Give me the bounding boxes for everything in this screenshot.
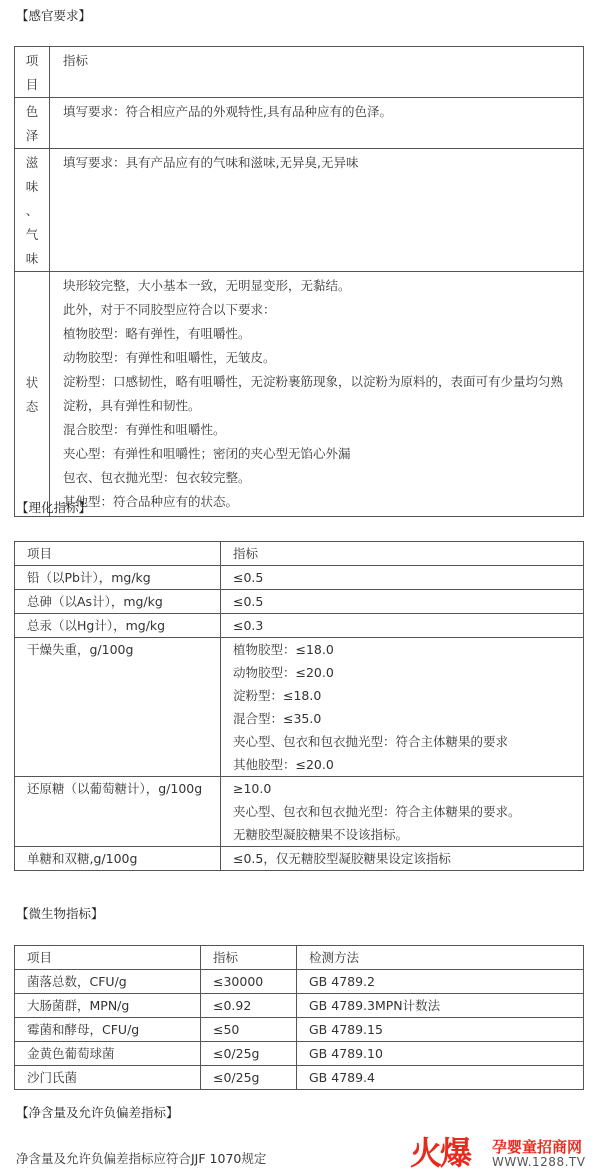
watermark-logo (410, 1132, 600, 1174)
row-method: GB 4789.2 (297, 970, 584, 994)
row-line: 夹心型、包衣和包衣抛光型：符合主体糖果的要求 (233, 734, 509, 749)
row-indicator: ≤0.92 (201, 994, 297, 1018)
table-row (15, 638, 584, 777)
row-item: 还原糖（以葡萄糖计），g/100g (15, 777, 221, 847)
header-indicator: 指标 (50, 47, 584, 98)
watermark-url: WWW.1288.TV (492, 1155, 586, 1169)
sensory-heading: 【感官要求】 (16, 8, 92, 23)
table-row (15, 847, 584, 871)
sensory-table (14, 46, 584, 517)
row-line: 填写要求：符合相应产品的外观特性,具有品种应有的色泽。 (63, 104, 392, 119)
table-row (15, 614, 584, 638)
row-method: GB 4789.4 (297, 1066, 584, 1090)
row-item (15, 272, 50, 517)
row-line: 块形较完整，大小基本一致，无明显变形，无黏结。 (63, 278, 351, 293)
row-indicator: ≤0.5 (221, 566, 584, 590)
table-row (15, 994, 584, 1018)
table-row (15, 777, 584, 847)
row-item: 总砷（以As计），mg/kg (15, 590, 221, 614)
header-method: 检测方法 (297, 946, 584, 970)
row-indicator (221, 777, 584, 847)
row-item: 铅（以Pb计），mg/kg (15, 566, 221, 590)
row-indicator: ≤0.3 (221, 614, 584, 638)
row-method: GB 4789.3MPN计数法 (297, 994, 584, 1018)
row-item: 大肠菌群，MPN/g (15, 994, 201, 1018)
row-line: 混合型：≤35.0 (233, 711, 322, 726)
table-row (15, 590, 584, 614)
row-line: 填写要求：具有产品应有的气味和滋味,无异臭,无异味 (63, 155, 359, 170)
row-line: 无糖胶型凝胶糖果不设该指标。 (233, 827, 409, 842)
row-line: 淀粉型：口感韧性，略有咀嚼性，无淀粉裹筋现象，以淀粉为原料的，表面可有少量均匀熟淀粉，具有弹性和韧性。 (63, 374, 564, 413)
header-indicator: 指标 (201, 946, 297, 970)
header-item: 项目 (15, 946, 201, 970)
physchem-table (14, 541, 584, 871)
row-item: 菌落总数，CFU/g (15, 970, 201, 994)
row-indicator: ≤0.5，仅无糖胶型凝胶糖果设定该指标 (221, 847, 584, 871)
watermark-site: 孕婴童招商网 (492, 1138, 583, 1156)
row-item: 干燥失重，g/100g (15, 638, 221, 777)
table-header-row (15, 542, 584, 566)
micro-heading: 【微生物指标】 (16, 906, 104, 921)
row-indicator: ≤30000 (201, 970, 297, 994)
row-indicator: ≤0/25g (201, 1042, 297, 1066)
table-header-row (15, 47, 584, 98)
row-item (15, 98, 50, 149)
row-method: GB 4789.10 (297, 1042, 584, 1066)
header-item (15, 47, 50, 98)
table-row (15, 149, 584, 272)
row-indicator (50, 98, 584, 149)
watermark-brand: 火爆 (410, 1134, 471, 1172)
row-item: 沙门氏菌 (15, 1066, 201, 1090)
row-line: 此外，对于不同胶型应符合以下要求： (63, 302, 276, 317)
row-item-text: 色 泽 (25, 104, 39, 143)
header-item: 项目 (15, 542, 221, 566)
table-row (15, 272, 584, 517)
table-row (15, 1018, 584, 1042)
row-indicator: ≤50 (201, 1018, 297, 1042)
row-line: 植物胶型：略有弹性，有咀嚼性。 (63, 326, 251, 341)
table-header-row (15, 946, 584, 970)
row-line: 淀粉型：≤18.0 (233, 688, 322, 703)
row-indicator (50, 272, 584, 517)
micro-table (14, 945, 584, 1090)
row-item: 金黄色葡萄球菌 (15, 1042, 201, 1066)
row-line: 动物胶型：≤20.0 (233, 665, 334, 680)
table-row (15, 98, 584, 149)
row-indicator (50, 149, 584, 272)
header-indicator: 指标 (221, 542, 584, 566)
row-line: 包衣、包衣抛光型：包衣较完整。 (63, 470, 251, 485)
row-item: 总汞（以Hg计），mg/kg (15, 614, 221, 638)
net-heading: 【净含量及允许负偏差指标】 (16, 1105, 179, 1120)
row-line: 夹心型、包衣和包衣抛光型：符合主体糖果的要求。 (233, 804, 521, 819)
row-indicator: ≤0.5 (221, 590, 584, 614)
row-line: 动物胶型：有弹性和咀嚼性，无皱皮。 (63, 350, 276, 365)
net-note: 净含量及允许负偏差指标应符合JJF 1070规定 (16, 1151, 267, 1166)
header-item-text: 项 目 (25, 53, 39, 92)
row-item-text: 状 态 (25, 375, 39, 414)
row-item: 单糖和双糖,g/100g (15, 847, 221, 871)
table-row (15, 1042, 584, 1066)
row-item (15, 149, 50, 272)
table-row (15, 970, 584, 994)
row-item-text: 滋 味 、 气 味 (25, 155, 39, 266)
row-method: GB 4789.15 (297, 1018, 584, 1042)
row-indicator: ≤0/25g (201, 1066, 297, 1090)
row-line: 植物胶型：≤18.0 (233, 642, 334, 657)
table-row (15, 1066, 584, 1090)
row-line: 其他型：符合品种应有的状态。 (63, 494, 239, 509)
table-row (15, 566, 584, 590)
physchem-heading: 【理化指标】 (16, 500, 92, 515)
row-line: 其他胶型：≤20.0 (233, 757, 334, 772)
row-line: ≥10.0 (233, 781, 272, 796)
row-line: 混合胶型：有弹性和咀嚼性。 (63, 422, 226, 437)
row-indicator (221, 638, 584, 777)
row-item: 霉菌和酵母，CFU/g (15, 1018, 201, 1042)
row-line: 夹心型：有弹性和咀嚼性；密闭的夹心型无馅心外漏 (63, 446, 351, 461)
